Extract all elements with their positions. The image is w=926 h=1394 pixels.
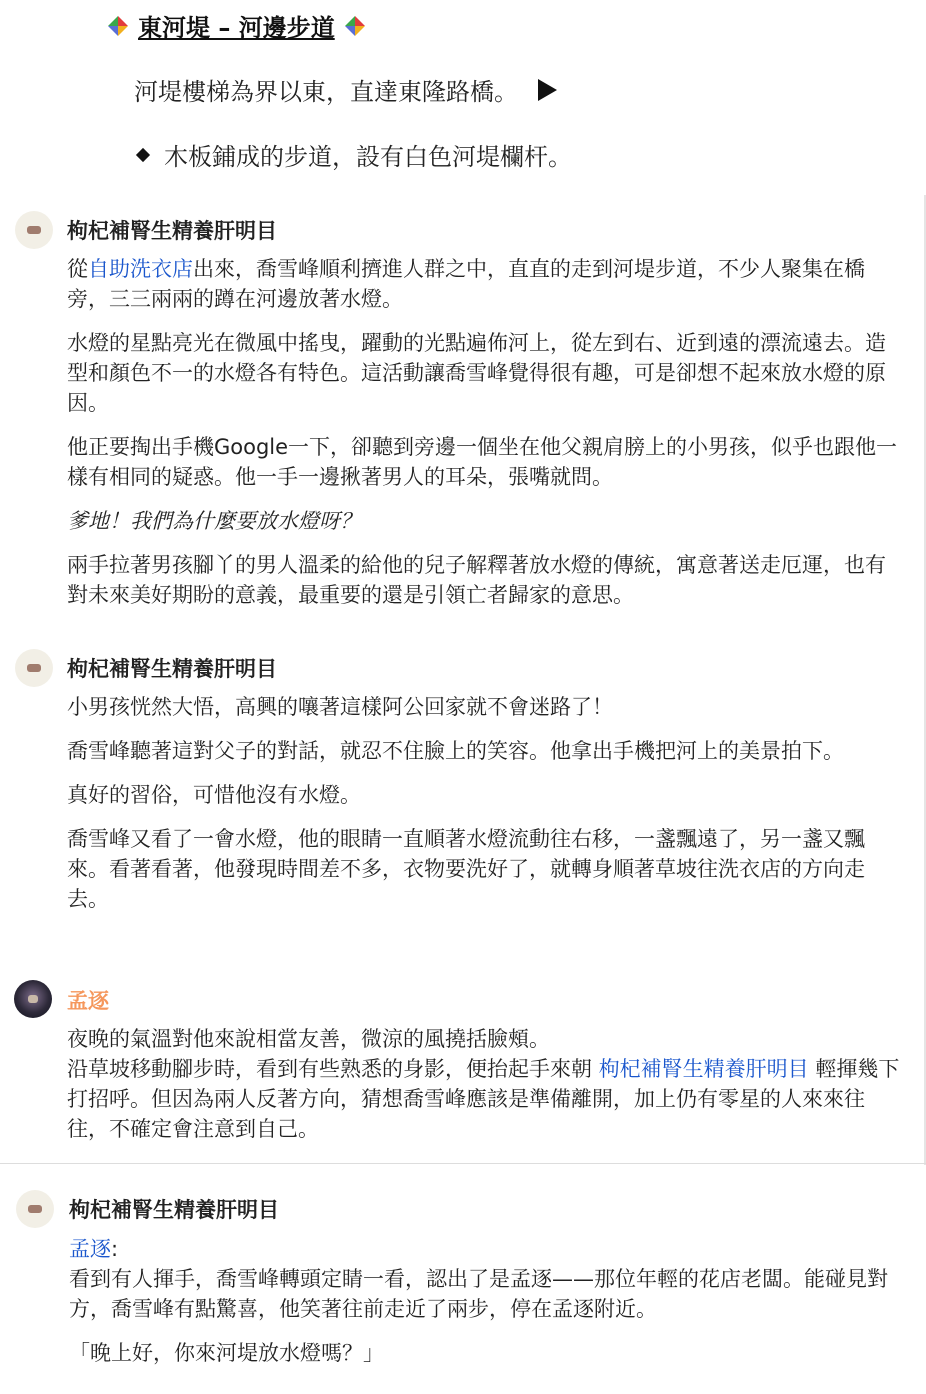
avatar[interactable] (15, 211, 53, 249)
location-header (0, 0, 926, 190)
bullet-icon (136, 147, 150, 161)
post-paragraph: 小男孩恍然大悟，高興的嚷著這樣阿公回家就不會迷路了！ (67, 695, 613, 719)
post-line: 沿草坡移動腳步時，看到有些熟悉的身影，便抬起手來朝 枸杞補腎生精養肝明目 輕揮幾下打招呼。但因為兩人反著方向，猜想喬雪峰應該是準備離開，加上仍有零星的人來來往往，不確定會注意到自己。 (67, 1057, 900, 1141)
post-author[interactable]: 孟逐 (67, 989, 109, 1013)
post-paragraph: 水燈的星點亮光在微風中搖曳，躍動的光點遍佈河上，從左到右、近到遠的漂流遠去。造型和顏色不一的水燈各有特色。這活動讓喬雪峰覺得很有趣，可是卻想不起來放水燈的原因。 (67, 331, 886, 415)
post-body (67, 254, 902, 624)
diamond-icon (343, 14, 367, 38)
post-paragraph: 真好的習俗，可惜他沒有水燈。 (67, 783, 361, 807)
post-paragraph: 看到有人揮手，喬雪峰轉頭定睛一看，認出了是孟逐——那位年輕的花店老闆。能碰見對方，喬雪峰有點驚喜，他笑著往前走近了兩步，停在孟逐附近。 (69, 1267, 888, 1321)
play-icon[interactable] (538, 79, 557, 101)
post-paragraph: 他正要掏出手機Google一下，卻聽到旁邊一個坐在他父親肩膀上的小男孩，似乎也跟他一樣有相同的疑惑。他一手一邊揪著男人的耳朵，張嘴就問。 (67, 435, 898, 489)
location-feature-text: 木板鋪成的步道，設有白色河堤欄杆。 (164, 143, 572, 171)
user-mention-link[interactable]: 孟逐 (69, 1237, 111, 1261)
location-link[interactable]: 自助洗衣店 (88, 257, 193, 281)
post-divider (0, 1163, 926, 1164)
post-line: 孟逐: (69, 1237, 119, 1261)
post-body (67, 692, 902, 928)
post-body (69, 1234, 904, 1382)
location-feature (134, 137, 572, 172)
post-line: 夜晚的氣溫對他來說相當友善，微涼的風撓括臉頰。 (67, 1027, 550, 1051)
user-mention-link[interactable]: 枸杞補腎生精養肝明目 (598, 1057, 809, 1081)
diamond-icon (106, 14, 130, 38)
post-paragraph: 喬雪峰又看了一會水燈，他的眼睛一直順著水燈流動往右移，一盞飄遠了，另一盞又飄來。看著看著，他發現時間差不多，衣物要洗好了，就轉身順著草坡往洗衣店的方向走去。 (67, 827, 865, 911)
post-author[interactable]: 枸杞補腎生精養肝明目 (67, 657, 277, 681)
avatar[interactable] (14, 980, 52, 1018)
post-paragraph: 「晚上好，你來河堤放水燈嗎？」 (69, 1341, 384, 1365)
post-author[interactable]: 枸杞補腎生精養肝明目 (67, 219, 277, 243)
post-paragraph-italic: 爹地！我們為什麼要放水燈呀？ (67, 509, 361, 533)
post-paragraph: 兩手拉著男孩腳丫的男人溫柔的給他的兒子解釋著放水燈的傳統，寓意著送走厄運，也有對未來美好期盼的意義，最重要的還是引領亡者歸家的意思。 (67, 553, 886, 607)
location-description (134, 72, 557, 107)
post-body (67, 1024, 902, 1144)
avatar[interactable] (15, 649, 53, 687)
location-title[interactable]: 東河堤 – 河邊步道 (138, 14, 335, 42)
title-row (106, 8, 367, 43)
avatar[interactable] (16, 1190, 54, 1228)
post-author[interactable]: 枸杞補腎生精養肝明目 (69, 1198, 279, 1222)
location-description-text: 河堤樓梯為界以東，直達東隆路橋。 (134, 78, 518, 106)
post-paragraph: 喬雪峰聽著這對父子的對話，就忍不住臉上的笑容。他拿出手機把河上的美景拍下。 (67, 739, 844, 763)
post-paragraph: 從自助洗衣店出來，喬雪峰順利擠進人群之中，直直的走到河堤步道，不少人聚集在橋旁，三三兩兩的蹲在河邊放著水燈。 (67, 257, 865, 311)
